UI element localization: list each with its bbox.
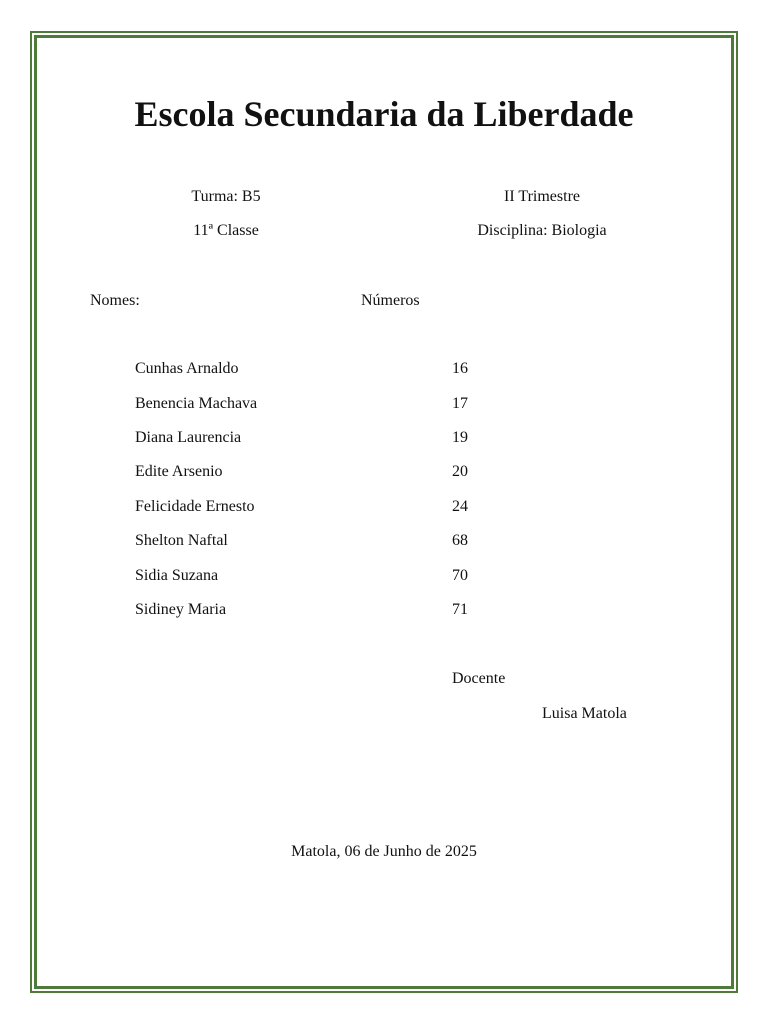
trimestre-label: II Trimestre (504, 188, 580, 205)
student-name: Sidiney Maria (135, 601, 227, 618)
student-name: Felicidade Ernesto (135, 498, 255, 515)
student-name: Cunhas Arnaldo (135, 360, 239, 377)
student-number: 20 (452, 463, 468, 480)
student-number: 70 (452, 567, 468, 584)
disciplina-label: Disciplina: Biologia (477, 222, 607, 239)
names-header: Nomes: (90, 292, 140, 309)
student-number: 16 (452, 360, 468, 377)
student-number: 24 (452, 498, 468, 515)
place-date: Matola, 06 de Junho de 2025 (291, 843, 477, 860)
student-number: 71 (452, 601, 468, 618)
student-name: Shelton Naftal (135, 532, 228, 549)
student-name: Benencia Machava (135, 395, 258, 412)
numbers-header: Números (361, 292, 420, 309)
docente-name: Luisa Matola (542, 705, 627, 722)
student-name: Sidia Suzana (135, 567, 219, 584)
school-title: Escola Secundaria da Liberdade (134, 94, 634, 134)
student-number: 17 (452, 395, 468, 412)
docente-label: Docente (452, 670, 506, 687)
student-name: Diana Laurencia (135, 429, 242, 446)
classe-label: 11ª Classe (193, 222, 259, 239)
turma-label: Turma: B5 (191, 188, 261, 205)
student-number: 19 (452, 429, 468, 446)
student-number: 68 (452, 532, 468, 549)
student-name: Edite Arsenio (135, 463, 223, 480)
